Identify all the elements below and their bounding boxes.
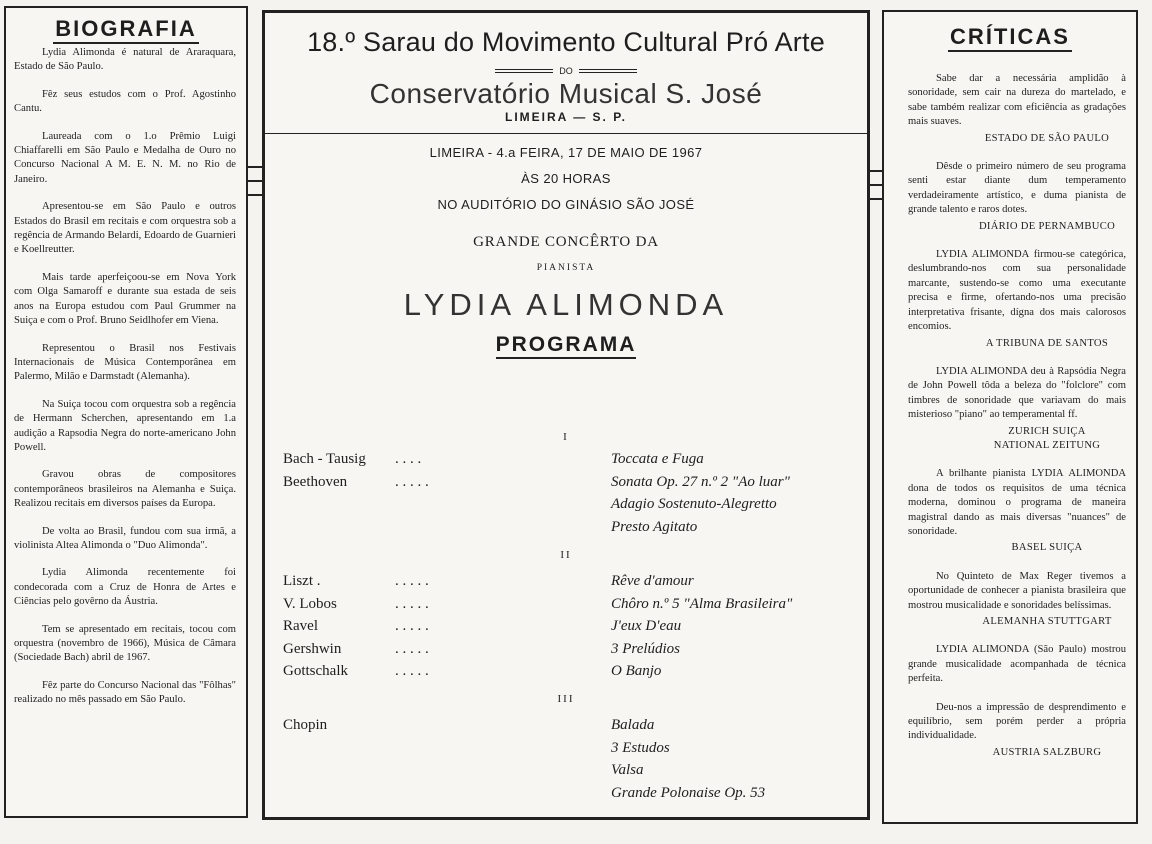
work-title: Rêve d'amour: [611, 573, 694, 589]
review-text: Deu-nos a impressão de desprendimento e equilíbrio, sem porém perder a própria individualidade.: [908, 701, 1126, 742]
leader-dots: . . . . .: [395, 640, 429, 657]
program-part-2: [265, 573, 867, 686]
bio-paragraph: Fêz parte do Concurso Nacional das "Fôlhas" realizado no mês passado em São Paulo.: [14, 679, 236, 706]
review-source: BASEL SUIÇA: [1011, 542, 1083, 554]
work-title: Toccata e Fuga: [611, 451, 704, 467]
criticas-text: [884, 72, 1136, 760]
review-text: LYDIA ALIMONDA (São Paulo) mostrou grande musicalidade acompanhada de técnica perfeita.: [908, 644, 1126, 685]
program-row: [265, 573, 867, 596]
work-title: Grande Polonaise Op. 53: [611, 784, 766, 801]
review-source: ZURICH SUIÇA NATIONAL ZEITUNG: [993, 425, 1101, 451]
review-source: DIÁRIO DE PERNAMBUCO: [978, 220, 1116, 232]
review-text: Sabe dar a necessária amplidão à sonoridade, sem cair na dureza do martelado, e sabe também realizar com eficiência as gradações mais suaves.: [908, 73, 1126, 128]
header-rule: [265, 133, 867, 134]
pianista-label: PIANISTA: [536, 263, 596, 273]
composer: Bach - Tausig: [283, 451, 366, 467]
program-row: [265, 451, 867, 474]
bio-paragraph: Mais tarde aperfeiçoou-se em Nova York com Olga Samaroff e durante sua estada de seis anos na Europa estudou com Paul Grummer na Suiça e com o Prof. Bruno Seidlhofer em Viena.: [14, 271, 236, 327]
program-row: [265, 618, 867, 641]
program-row: [265, 596, 867, 619]
event-date: LIMEIRA - 4.a FEIRA, 17 DE MAIO DE 1967: [429, 145, 703, 160]
work-title: Valsa: [611, 762, 644, 778]
do-divider: [265, 66, 867, 76]
review-source: ALEMANHA STUTTGART: [982, 616, 1112, 627]
program-row: [265, 519, 867, 542]
conservatorio-name: Conservatório Musical S. José: [369, 78, 763, 109]
program-row: [265, 740, 867, 763]
program-part-1: [265, 451, 867, 541]
composer: Beethoven: [283, 473, 348, 490]
composer: Gottschalk: [283, 663, 348, 679]
review-source: ESTADO DE SÃO PAULO: [984, 132, 1110, 144]
biografia-title: BIOGRAFIA: [6, 16, 246, 42]
do-label: DO: [559, 66, 573, 76]
work-title: J'eux D'eau: [611, 618, 682, 634]
part-numeral: II: [560, 549, 572, 561]
bio-paragraph: Representou o Brasil nos Festivais Internacionais de Música Contemporânea em Palermo, Milão e Darmstadt (Alemanha).: [14, 342, 236, 383]
leader-dots: . . . .: [395, 451, 422, 467]
leader-dots: . . . . .: [395, 663, 429, 679]
event-time: ÀS 20 HORAS: [521, 171, 611, 186]
bio-paragraph: Lydia Alimonda recentemente foi condecorada com a Cruz de Honra de Artes e Ciências pelo govêrno da Áustria.: [14, 567, 236, 608]
criticas-title: CRÍTICAS: [884, 24, 1136, 50]
review-text: A brilhante pianista LYDIA ALIMONDA dona de todos os requisitos de uma técnica moderna, dominou o programa de maneira magistral dando as mais diversas "nuances" de sonoridade.: [908, 468, 1126, 537]
program-row: [265, 474, 867, 497]
program-row: [265, 496, 867, 519]
concert-heading: GRANDE CONCÊRTO DA: [473, 234, 659, 250]
work-title: 3 Estudos: [611, 739, 670, 756]
review-text: No Quinteto de Max Reger tivemos a oportunidade de conhecer a pianista brasileira que mostrou musicalidade e sonoridades belíssimas.: [908, 570, 1126, 611]
leader-dots: . . . . .: [395, 618, 429, 634]
composer: Gershwin: [283, 640, 342, 657]
work-title: Chôro n.º 5 "Alma Brasileira": [611, 595, 793, 612]
artist-name: LYDIA ALIMONDA: [403, 287, 729, 322]
biografia-panel: [4, 6, 248, 818]
bio-paragraph: Lydia Alimonda é natural de Araraquara, Estado de São Paulo.: [14, 47, 236, 73]
composer: V. Lobos: [283, 595, 337, 612]
program-row: [265, 663, 867, 686]
leader-dots: . . . . .: [395, 473, 429, 490]
program-row: [265, 641, 867, 664]
bio-paragraph: Laureada com o 1.o Prêmio Luigi Chiaffarelli em São Paulo e Medalha de Ouro no Concurso Nacional A M. E. N. M. no Rio de Janeiro.: [14, 130, 236, 185]
event-venue: NO AUDITÓRIO DO GINÁSIO SÃO JOSÉ: [437, 197, 695, 212]
sarau-title: 18.º Sarau do Movimento Cultural Pró Arte: [307, 27, 825, 57]
work-title: 3 Prelúdios: [611, 640, 681, 657]
composer: Chopin: [283, 717, 328, 733]
review-source: A TRIBUNA DE SANTOS: [985, 337, 1109, 349]
leader-dots: . . . . .: [395, 595, 429, 612]
bio-paragraph: Fêz seus estudos com o Prof. Agostinho Cantu.: [14, 88, 236, 115]
work-title: O Banjo: [611, 663, 662, 679]
review-text: Dêsde o primeiro número de seu programa senti estar diante dum temperamento verdadeiramente artístico, e duma pianista de grande talento e raros dotes.: [908, 161, 1126, 216]
criticas-panel: [882, 10, 1138, 824]
review-text: LYDIA ALIMONDA deu à Rapsódia Negra de John Powell tôda a beleza do "folclore" com timbres de sonoridade que variavam do mais misterioso "piano" ao temperamental ff.: [908, 365, 1126, 421]
work-title: Adagio Sostenuto-Alegretto: [611, 496, 777, 512]
work-title: Presto Agitato: [611, 518, 698, 535]
biografia-text: [6, 46, 246, 708]
leader-dots: . . . . .: [395, 573, 429, 589]
programa-heading: PROGRAMA: [265, 333, 867, 357]
program-row: [265, 762, 867, 785]
bio-paragraph: De volta ao Brasil, fundou com sua irmã, a violinista Altea Alimonda o "Duo Alimonda".: [14, 525, 236, 551]
bio-paragraph: Na Suiça tocou com orquestra sob a regência de Hermann Scherchen, apresentando em 1.a audição a Rapsodia Negra do norte-americano John Powell.: [14, 398, 236, 453]
bio-paragraph: Gravou obras de compositores contemporâneos brasileiros na Alemanha e Suiça. Realizou recitais em diversos países da Europa.: [14, 469, 236, 510]
part-numeral: I: [563, 431, 569, 443]
bio-paragraph: Tem se apresentado em recitais, tocou com orquestra (novembro de 1966), Música de Câmara (Sociedade Bach) abril de 1967.: [14, 623, 236, 664]
city-label: LIMEIRA — S. P.: [504, 110, 627, 124]
program-part-3: [265, 717, 867, 807]
program-row: [265, 785, 867, 808]
review-source: AUSTRIA SALZBURG: [992, 746, 1102, 758]
program-panel: [262, 10, 870, 820]
part-numeral: III: [557, 693, 575, 705]
program-row: [265, 717, 867, 740]
bio-paragraph: Apresentou-se em São Paulo e outros Estados do Brasil em recitais e com orquestra sob a regência de Armando Belardi, Edoardo de Guarnieri e Koellreutter.: [14, 201, 236, 256]
composer: Ravel: [283, 618, 318, 634]
event-info: [265, 140, 867, 218]
composer: Liszt .: [283, 573, 321, 589]
work-title: Balada: [611, 717, 655, 733]
work-title: Sonata Op. 27 n.º 2 "Ao luar": [611, 473, 790, 490]
review-text: LYDIA ALIMONDA firmou-se categórica, deslumbrando-nos com sua personalidade marcante, sustendo-se como uma executante precisa e firme, ofertando-nos uma precisão interpretativa frisante, dígna dos mais calorosos encomios.: [908, 249, 1126, 333]
